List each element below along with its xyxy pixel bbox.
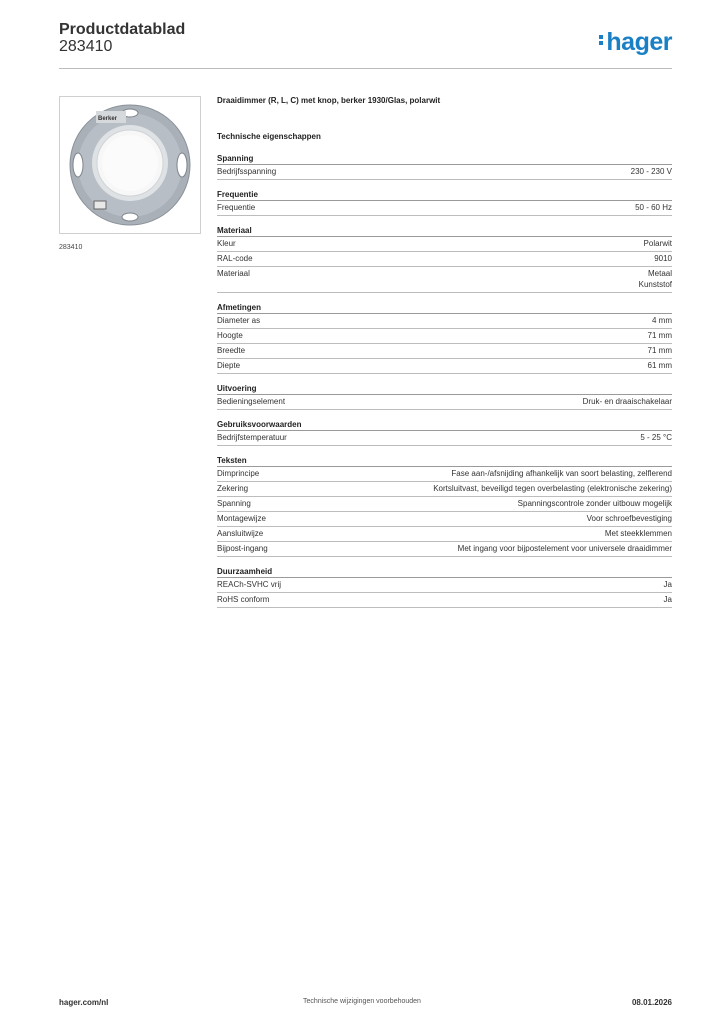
spec-section	[217, 189, 672, 216]
spec-value	[587, 513, 672, 524]
spec-value-line: 4 mm	[652, 316, 672, 325]
spec-label: Materiaal	[217, 269, 250, 278]
spec-value-line: 71 mm	[647, 331, 672, 340]
document-title: Productdatablad	[59, 21, 186, 38]
spec-value-line: 230 - 230 V	[630, 167, 672, 176]
dimmer-illustration	[60, 97, 200, 233]
spec-label: Bedrijfstemperatuur	[217, 433, 287, 442]
spec-row	[217, 329, 672, 344]
spec-value	[640, 432, 672, 443]
spec-label: Aansluitwijze	[217, 529, 264, 538]
spec-row	[217, 237, 672, 252]
spec-row	[217, 542, 672, 557]
spec-value	[648, 360, 672, 371]
article-number: 283410	[59, 38, 113, 55]
spec-row	[217, 482, 672, 497]
section-heading: Teksten	[217, 455, 672, 467]
footer-disclaimer: Technische wijzigingen voorbehouden	[303, 998, 421, 1005]
spec-section	[217, 455, 672, 557]
spec-row	[217, 267, 672, 293]
spec-sections	[217, 153, 672, 608]
spec-row	[217, 431, 672, 446]
spec-label: RoHS conform	[217, 595, 270, 604]
spec-value-line: Ja	[663, 580, 672, 589]
logo-dots-icon	[599, 33, 605, 47]
section-heading: Materiaal	[217, 225, 672, 237]
spec-label: Diameter as	[217, 316, 261, 325]
spec-value-line: 50 - 60 Hz	[635, 203, 672, 212]
spec-row	[217, 201, 672, 216]
logo-text: hager	[606, 28, 672, 56]
spec-row	[217, 395, 672, 410]
spec-label: Zekering	[217, 484, 249, 493]
spec-label: REACh-SVHC vrij	[217, 580, 282, 589]
spec-value	[605, 528, 672, 539]
spec-value	[433, 483, 672, 494]
spec-row	[217, 467, 672, 482]
spec-label: Dimprincipe	[217, 469, 260, 478]
spec-value	[458, 543, 672, 554]
spec-value	[664, 594, 672, 605]
spec-value	[518, 498, 672, 509]
spec-value-line: Ja	[663, 595, 672, 604]
spec-value	[654, 253, 672, 264]
spec-row	[217, 359, 672, 374]
spec-value-line: Met steekklemmen	[604, 529, 672, 538]
spec-value-line: 9010	[654, 254, 672, 263]
spec-value-line: Polarwit	[643, 239, 672, 248]
product-image	[59, 96, 201, 234]
spec-value	[639, 268, 672, 290]
spec-row	[217, 344, 672, 359]
spec-value	[631, 166, 672, 177]
spec-value-line: Metaal	[647, 269, 672, 278]
spec-section	[217, 566, 672, 608]
spec-value	[451, 468, 672, 479]
footer-website: hager.com/nl	[59, 998, 109, 1007]
spec-value	[648, 330, 672, 341]
spec-value	[583, 396, 672, 407]
spec-label: Montagewijze	[217, 514, 266, 523]
spec-row	[217, 497, 672, 512]
brand-label: Berker	[98, 116, 118, 122]
spec-section	[217, 225, 672, 293]
section-heading: Uitvoering	[217, 383, 672, 395]
spec-row	[217, 512, 672, 527]
spec-value	[635, 202, 672, 213]
header-divider	[59, 68, 672, 69]
spec-row	[217, 314, 672, 329]
spec-value	[664, 579, 672, 590]
spec-value-line: Met ingang voor bijpostelement voor universele draaidimmer	[457, 544, 672, 553]
section-heading: Afmetingen	[217, 302, 672, 314]
spec-row	[217, 527, 672, 542]
spec-value-line: 5 - 25 °C	[640, 433, 672, 442]
spec-section	[217, 419, 672, 446]
spec-value-line: 71 mm	[647, 346, 672, 355]
spec-label: Bedieningselement	[217, 397, 286, 406]
spec-label: Bijpost-ingang	[217, 544, 268, 553]
footer-date: 08.01.2026	[631, 998, 672, 1007]
spec-value	[644, 238, 672, 249]
spec-row	[217, 593, 672, 608]
image-caption: 283410	[59, 244, 83, 251]
spec-value-line: Spanningscontrole zonder uitbouw mogelijk	[517, 499, 672, 508]
spec-value-line: Fase aan-/afsnijding afhankelijk van soort belasting, zelflerend	[451, 469, 672, 478]
tech-heading: Technische eigenschappen	[217, 132, 321, 141]
spec-label: Diepte	[217, 361, 241, 370]
spec-label: Bedrijfsspanning	[217, 167, 277, 176]
spec-value-line: Kortsluitvast, beveiligd tegen overbelasting (elektronische zekering)	[433, 484, 672, 493]
spec-row	[217, 578, 672, 593]
spec-label: RAL-code	[217, 254, 253, 263]
spec-label: Kleur	[217, 239, 236, 248]
spec-label: Spanning	[217, 499, 251, 508]
spec-row	[217, 252, 672, 267]
section-heading: Gebruiksvoorwaarden	[217, 419, 672, 431]
section-heading: Spanning	[217, 153, 672, 165]
spec-row	[217, 165, 672, 180]
spec-value-line: 61 mm	[647, 361, 672, 370]
spec-label: Frequentie	[217, 203, 256, 212]
hager-logo	[599, 28, 672, 57]
product-title: Draaidimmer (R, L, C) met knop, berker 1930/Glas, polarwit	[217, 96, 441, 105]
spec-value-line: Voor schroefbevestiging	[586, 514, 672, 523]
spec-section	[217, 383, 672, 410]
spec-content	[217, 96, 672, 617]
spec-value	[648, 345, 672, 356]
section-heading: Duurzaamheid	[217, 566, 672, 578]
spec-section	[217, 302, 672, 374]
spec-section	[217, 153, 672, 180]
spec-value-line: Druk- en draaischakelaar	[582, 397, 672, 406]
spec-value-line: Kunststof	[638, 280, 672, 289]
section-heading: Frequentie	[217, 189, 672, 201]
spec-value	[652, 315, 672, 326]
spec-label: Breedte	[217, 346, 246, 355]
spec-label: Hoogte	[217, 331, 243, 340]
